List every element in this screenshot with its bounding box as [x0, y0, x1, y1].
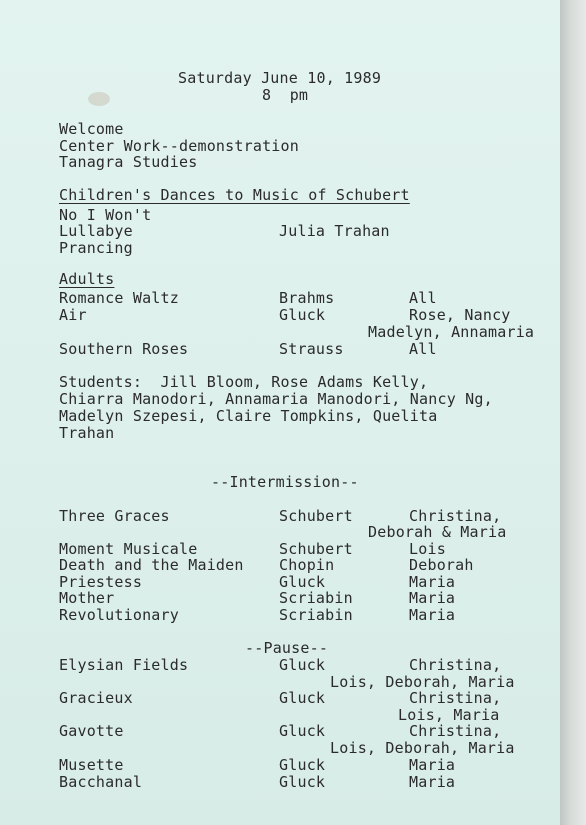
composer: Strauss	[279, 340, 344, 358]
dancers: Christina,	[409, 722, 502, 740]
composer: Scriabin	[279, 606, 353, 624]
dancers-continued: Deborah & Maria	[368, 523, 507, 541]
dance-title: Southern Roses	[59, 340, 189, 358]
dancers: Maria	[409, 606, 456, 624]
composer: Gluck	[279, 306, 326, 324]
composer: Schubert	[279, 507, 353, 525]
background-edge	[560, 0, 586, 825]
composer: Gluck	[279, 756, 326, 774]
dancers: Lois	[409, 540, 446, 558]
program-date: Saturday June 10, 1989	[178, 69, 382, 87]
dancers: All	[409, 340, 437, 358]
dancers-continued: Lois, Deborah, Maria	[330, 673, 515, 691]
dance-title: Priestess	[59, 573, 143, 591]
children-dance: No I Won't	[59, 206, 152, 224]
children-performer: Julia Trahan	[279, 222, 390, 240]
students-line: Students: Jill Bloom, Rose Adams Kelly,	[59, 373, 429, 391]
intro-line: Center Work--demonstration	[59, 137, 299, 155]
students-line: Trahan	[59, 424, 115, 442]
program-time: 8 pm	[262, 86, 309, 104]
dancers: Maria	[409, 773, 456, 791]
dance-title: Gavotte	[59, 722, 124, 740]
composer: Gluck	[279, 773, 326, 791]
students-line: Chiarra Manodori, Annamaria Manodori, Nancy Ng,	[59, 390, 493, 408]
dance-title: Moment Musicale	[59, 540, 198, 558]
paper-stain	[88, 92, 110, 106]
dance-title: Bacchanal	[59, 773, 143, 791]
composer: Scriabin	[279, 589, 353, 607]
dancers: Christina,	[409, 656, 502, 674]
pause-label: --Pause--	[245, 639, 329, 657]
dancers: Maria	[409, 589, 456, 607]
composer: Schubert	[279, 540, 353, 558]
dance-title: Gracieux	[59, 689, 133, 707]
dance-title: Romance Waltz	[59, 289, 179, 307]
dancers-continued: Lois, Maria	[398, 706, 500, 724]
composer: Gluck	[279, 722, 326, 740]
dance-title: Mother	[59, 589, 115, 607]
dancers: Rose, Nancy	[409, 306, 511, 324]
dance-title: Death and the Maiden	[59, 556, 244, 574]
composer: Chopin	[279, 556, 335, 574]
dancers-continued: Madelyn, Annamaria	[368, 323, 535, 341]
composer: Gluck	[279, 656, 326, 674]
intro-line: Welcome	[59, 120, 124, 138]
dance-title: Revolutionary	[59, 606, 179, 624]
children-dance: Lullabye	[59, 222, 133, 240]
dance-title: Elysian Fields	[59, 656, 189, 674]
adults-heading: Adults	[59, 270, 115, 288]
dancers: Maria	[409, 756, 456, 774]
children-dance: Prancing	[59, 239, 133, 257]
dance-title: Three Graces	[59, 507, 170, 525]
students-line: Madelyn Szepesi, Claire Tompkins, Quelita	[59, 407, 438, 425]
dancers: Maria	[409, 573, 456, 591]
dancers: All	[409, 289, 437, 307]
composer: Brahms	[279, 289, 335, 307]
children-heading: Children's Dances to Music of Schubert	[59, 186, 410, 204]
composer: Gluck	[279, 689, 326, 707]
composer: Gluck	[279, 573, 326, 591]
intermission-label: --Intermission--	[211, 473, 359, 491]
intro-line: Tanagra Studies	[59, 153, 198, 171]
dance-title: Musette	[59, 756, 124, 774]
dancers: Christina,	[409, 689, 502, 707]
dancers: Christina,	[409, 507, 502, 525]
dancers-continued: Lois, Deborah, Maria	[330, 739, 515, 757]
dancers: Deborah	[409, 556, 474, 574]
dance-title: Air	[59, 306, 87, 324]
